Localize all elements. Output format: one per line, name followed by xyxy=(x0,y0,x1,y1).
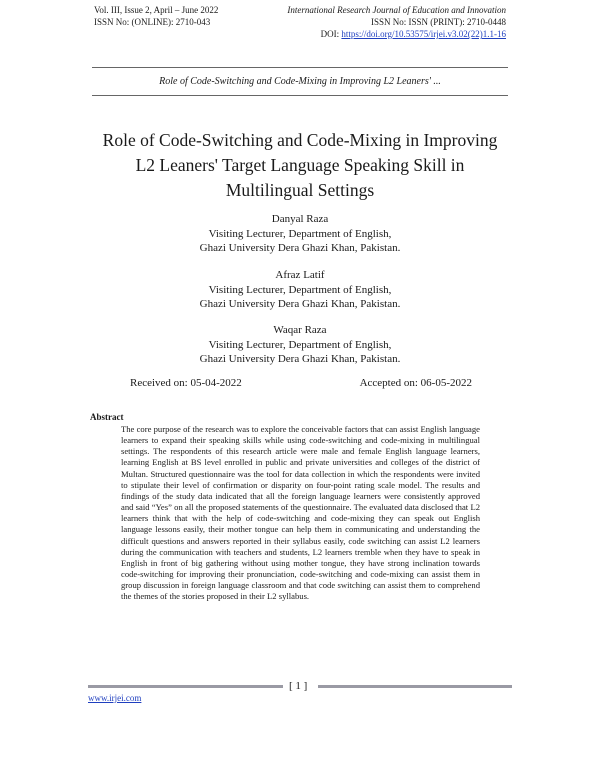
dates-row xyxy=(130,377,472,389)
doi-line xyxy=(246,28,506,40)
issn-online: ISSN No: (ONLINE): 2710-043 xyxy=(94,17,211,27)
abstract-heading: Abstract xyxy=(90,412,124,422)
footer-bar-right xyxy=(318,685,512,688)
author-name: Danyal Raza xyxy=(271,213,329,225)
author-block xyxy=(100,212,500,256)
doi-link[interactable]: https://doi.org/10.53575/irjei.v3.02(22)1.1-16 xyxy=(341,29,506,39)
header-rule-bottom xyxy=(92,95,508,96)
received-date: Received on: 05-04-2022 xyxy=(130,377,242,389)
header-rule xyxy=(92,67,508,68)
volume-issue: Vol. III, Issue 2, April – June 2022 xyxy=(94,5,219,15)
journal-name: International Research Journal of Education and Innovation xyxy=(287,5,506,15)
author-affiliation: Ghazi University Dera Ghazi Khan, Pakistan. xyxy=(199,298,401,310)
author-name: Afraz Latif xyxy=(275,269,325,281)
doi-label: DOI: xyxy=(320,29,340,39)
author-affiliation: Ghazi University Dera Ghazi Khan, Pakistan. xyxy=(199,242,401,254)
footer-bar-left xyxy=(88,685,283,688)
abstract-text: The core purpose of the research was to explore the conceivable factors that can assist English language learners to expand their speaking skills while using code-switching and code-mixing in multilingual settings. The respondents of this research article were male and female English language learners, learning English at BS level enrolled in public and private universities and colleges of the district of Multan. Structured questionnaire was the tool for data collection in which the respondents were invited to stipulate their level of confirmation or disparity on four-point rating scale model. The results and findings of the study data indicated that all the foreign language learners were consistently approved and said “Yes” on all the proposed statements of the questionnaire. The evaluated data disclosed that L2 learners think that with the help of code-switching and code-mixing they can speak out English language lessons easily, their mother tongue can help them in communicating and understanding the difficult questions and answers reported in their syllabus easily, code switching can assist L2 learners during the communication with teachers and students, L2 learners tremble when they have to speak in English in front of big gathering without using mother tongue, they have strong inclination towards code-switching for improving their pronunciation, code-switching and code-mixing can assist them in group discussion in foreign language classroom and that code switching can assist them to comprehend the themes of the stories proposed in their L2 syllabus. xyxy=(121,424,480,602)
header-right xyxy=(246,4,506,40)
author-name: Waqar Raza xyxy=(273,324,327,336)
author-position: Visiting Lecturer, Department of English, xyxy=(208,283,392,296)
page-number: [ 1 ] xyxy=(289,680,308,692)
running-title: Role of Code-Switching and Code-Mixing in Improving L2 Leaners' ... xyxy=(159,76,441,87)
paper-title xyxy=(70,128,530,203)
title-line: L2 Leaners' Target Language Speaking Skill in xyxy=(135,155,465,175)
author-position: Visiting Lecturer, Department of English, xyxy=(208,227,392,240)
issn-print: ISSN No: ISSN (PRINT): 2710-0448 xyxy=(370,17,506,27)
author-position: Visiting Lecturer, Department of English, xyxy=(208,338,392,351)
author-block xyxy=(100,268,500,312)
website-link[interactable]: www.irjei.com xyxy=(88,693,142,703)
accepted-date: Accepted on: 06-05-2022 xyxy=(359,377,472,389)
author-affiliation: Ghazi University Dera Ghazi Khan, Pakistan. xyxy=(199,353,401,365)
title-line: Multilingual Settings xyxy=(225,180,375,200)
author-block xyxy=(100,323,500,367)
title-line: Role of Code-Switching and Code-Mixing in Improving xyxy=(102,130,498,150)
